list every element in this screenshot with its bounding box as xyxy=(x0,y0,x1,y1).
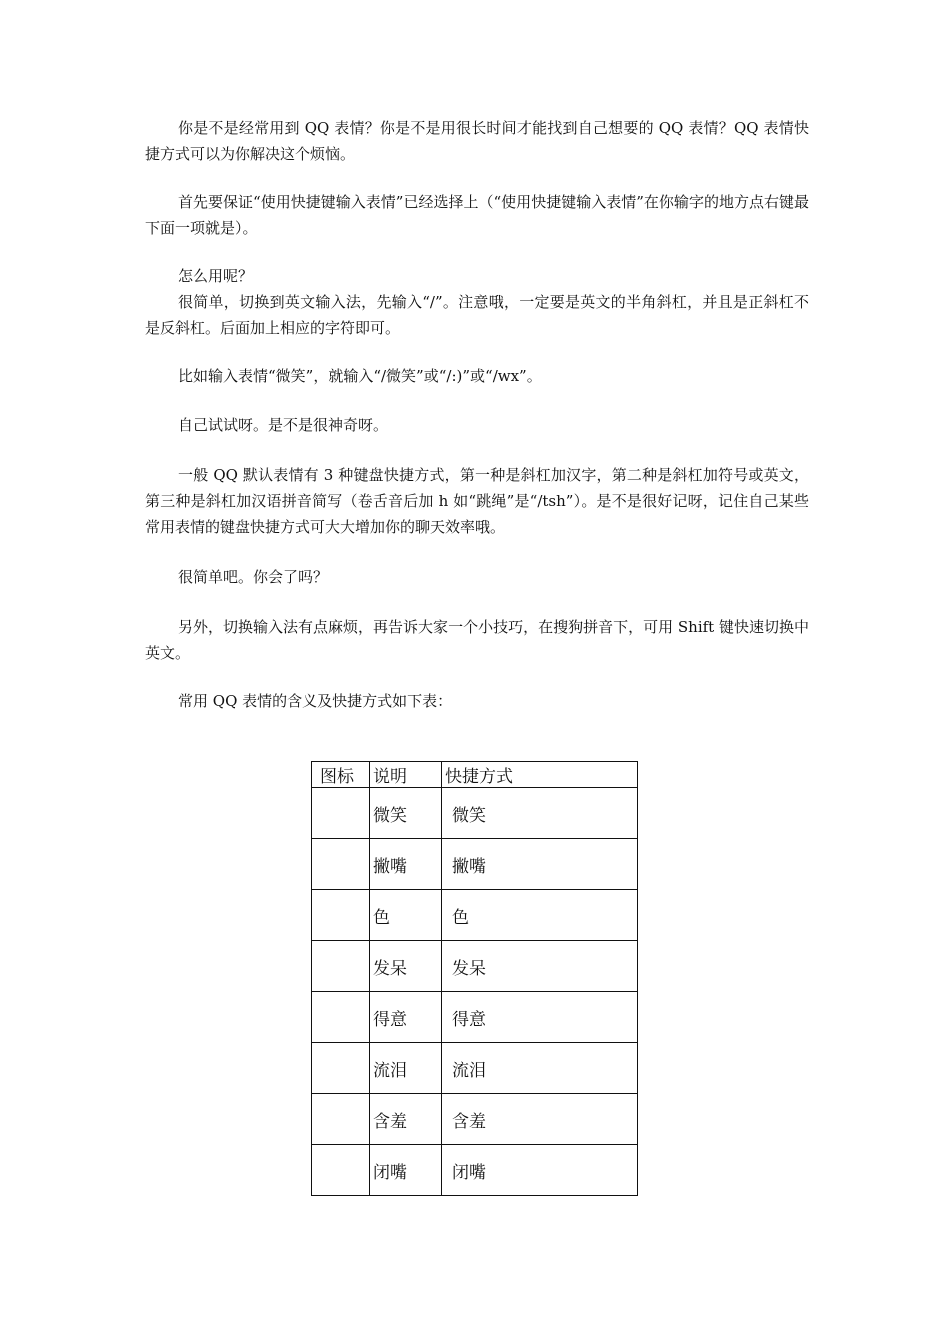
table-intro-paragraph: 常用 QQ 表情的含义及快捷方式如下表： xyxy=(178,692,453,710)
shortcut-cell: 闭嘴 xyxy=(442,1145,638,1196)
table-row xyxy=(312,890,638,941)
shortcut-cell: 流泪 xyxy=(442,1043,638,1094)
description-cell: 发呆 xyxy=(370,941,442,992)
table-row xyxy=(312,941,638,992)
shortcut-cell: 含羞 xyxy=(442,1094,638,1145)
table-row xyxy=(312,1094,638,1145)
description-cell: 撇嘴 xyxy=(370,839,442,890)
shortcut-cell: 得意 xyxy=(442,992,638,1043)
shortcut-cell: 色 xyxy=(442,890,638,941)
table-row xyxy=(312,1145,638,1196)
description-cell: 含羞 xyxy=(370,1094,442,1145)
simple-paragraph: 很简单吧。你会了吗？ xyxy=(178,568,329,586)
shortcut-cell: 撇嘴 xyxy=(442,839,638,890)
description-cell: 色 xyxy=(370,890,442,941)
description-cell: 闭嘴 xyxy=(370,1145,442,1196)
icon-cell xyxy=(312,839,370,890)
table-row xyxy=(312,992,638,1043)
description-cell: 微笑 xyxy=(370,788,442,839)
prerequisite-paragraph: 首先要保证“使用快捷键输入表情”已经选择上（“使用快捷键输入表情”在你输字的地方点右键最下面一项就是）。 xyxy=(145,193,809,237)
how-to-question: 怎么用呢？ xyxy=(178,267,254,285)
description-cell: 流泪 xyxy=(370,1043,442,1094)
try-it-paragraph: 自己试试呀。是不是很神奇呀。 xyxy=(178,416,389,434)
intro-paragraph: 你是不是经常用到 QQ 表情？你是不是用很长时间才能找到自己想要的 QQ 表情？QQ 表情快捷方式可以为你解决这个烦恼。 xyxy=(145,119,809,163)
icon-cell xyxy=(312,941,370,992)
icon-cell xyxy=(312,1145,370,1196)
table-header-row xyxy=(312,762,638,788)
icon-cell xyxy=(312,1094,370,1145)
tip-paragraph: 另外，切换输入法有点麻烦，再告诉大家一个小技巧，在搜狗拼音下，可用 Shift 键快速切换中英文。 xyxy=(145,618,809,662)
icon-cell xyxy=(312,1043,370,1094)
shortcut-cell: 发呆 xyxy=(442,941,638,992)
instruction-paragraph: 很简单，切换到英文输入法，先输入“/”。注意哦，一定要是英文的半角斜杠，并且是正斜杠不是反斜杠。后面加上相应的字符即可。 xyxy=(145,293,809,337)
table-row xyxy=(312,788,638,839)
description-cell: 得意 xyxy=(370,992,442,1043)
icon-cell xyxy=(312,890,370,941)
header-description: 说明 xyxy=(370,762,442,788)
example-paragraph: 比如输入表情“微笑”，就输入“/微笑”或“/:)”或“/wx”。 xyxy=(178,367,542,385)
table-row xyxy=(312,839,638,890)
icon-cell xyxy=(312,992,370,1043)
icon-cell xyxy=(312,788,370,839)
header-shortcut: 快捷方式 xyxy=(442,762,638,788)
header-icon: 图标 xyxy=(312,762,370,788)
shortcut-cell: 微笑 xyxy=(442,788,638,839)
shortcut-types-paragraph: 一般 QQ 默认表情有 3 种键盘快捷方式，第一种是斜杠加汉字，第二种是斜杠加符号或英文，第三种是斜杠加汉语拼音简写（卷舌音后加 h 如“跳绳”是“/tsh”）。是不是很好记呀，记住自己某些常用表情的键盘快捷方式可大大增加你的聊天效率哦。 xyxy=(145,466,809,536)
emoticon-table xyxy=(311,761,638,1196)
table-row xyxy=(312,1043,638,1094)
